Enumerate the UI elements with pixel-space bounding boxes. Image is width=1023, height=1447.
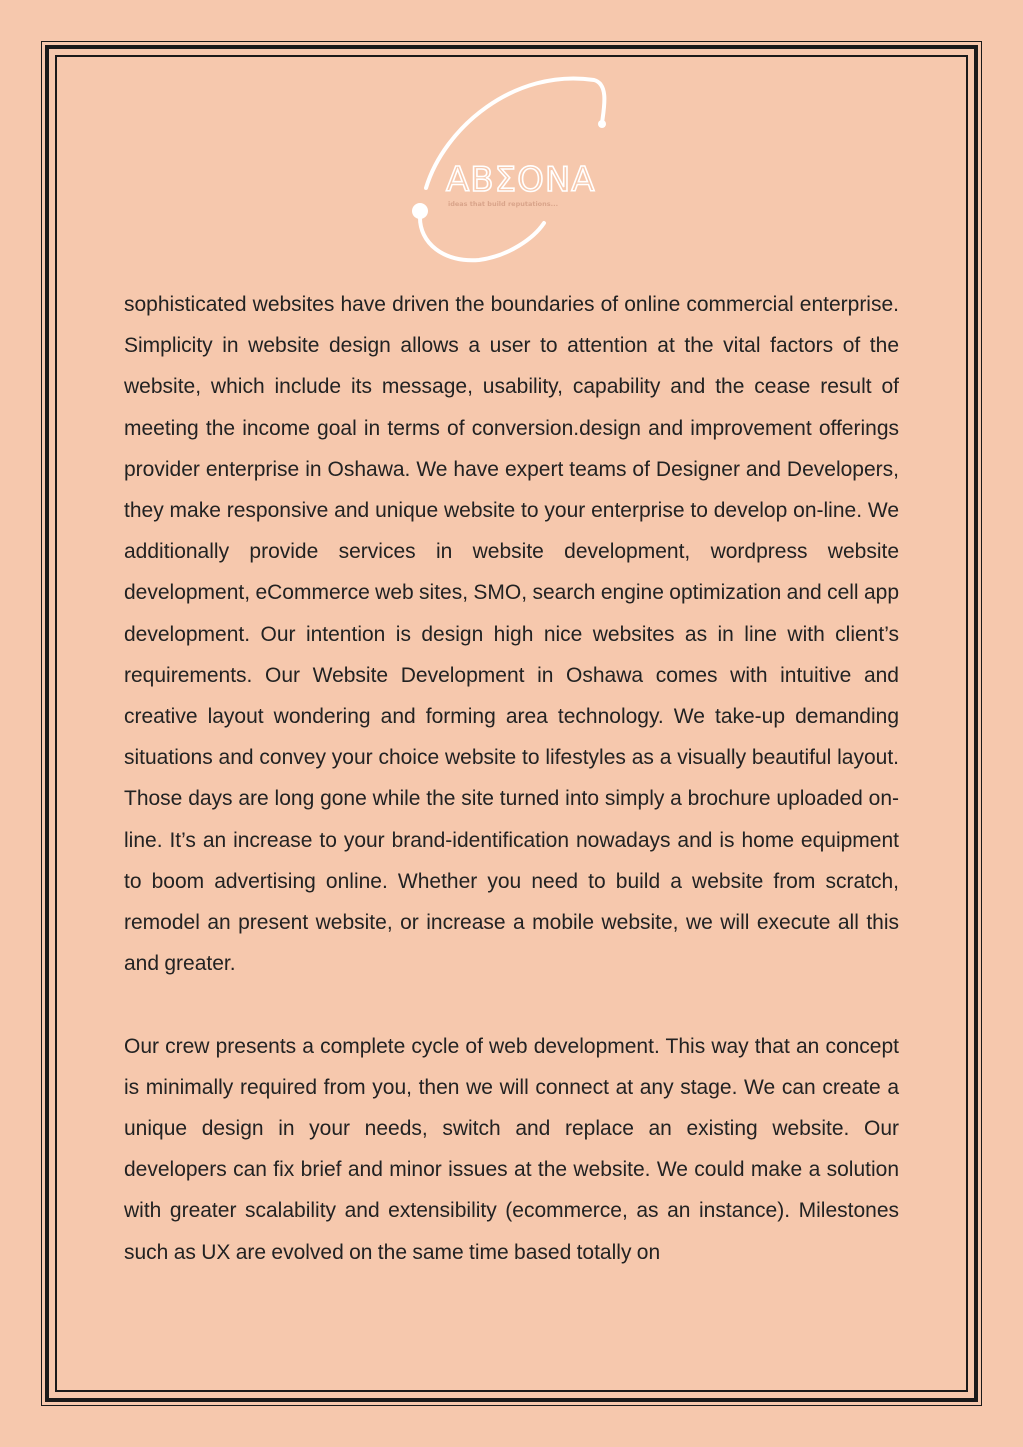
paragraph-2: Our crew presents a complete cycle of web development. This way that an concept is minimally required from you, then we will connect at any stage. We can create a unique design in your needs, switch and replace an existing website. Our developers can fix brief and minor issues at the website. We could make a solution with greater scalability and extensibility (ecommerce, as an instance). Milestones such as UX are evolved on the same time based totally on bbox=[124, 1034, 899, 1264]
absona-logo bbox=[404, 68, 619, 268]
paragraph-1: sophisticated websites have driven the boundaries of online commercial enterprise. Simplicity in website design allows a user to attention at the vital factors of the website, which include its message, usability, capability and the cease result of meeting the income goal in terms of conversion.design and improvement offerings provider enterprise in Oshawa. We have expert teams of Designer and Developers, they make responsive and unique website to your enterprise to develop on-line. We additionally provide services in website development, wordpress website development, eCommerce web sites, SMO, search engine optimization and cell app development. Our intention is design high nice websites as in line with client’s requirements. Our Website Development in Oshawa comes with intuitive and creative layout wondering and forming area technology. We take-up demanding situations and convey your choice website to lifestyles as a visually beautiful layout. Those days are long gone while the site turned into simply a brochure uploaded on-line. It’s an increase to your brand-identification nowadays and is home equipment to boom advertising online. Whether you need to build a website from scratch, remodel an present website, or increase a mobile website, we will execute all this and greater. bbox=[124, 293, 899, 976]
logo-wordmark: ABΣONA bbox=[446, 160, 596, 200]
article-body bbox=[124, 284, 899, 1273]
logo-tagline: ideas that build reputations... bbox=[448, 200, 559, 208]
